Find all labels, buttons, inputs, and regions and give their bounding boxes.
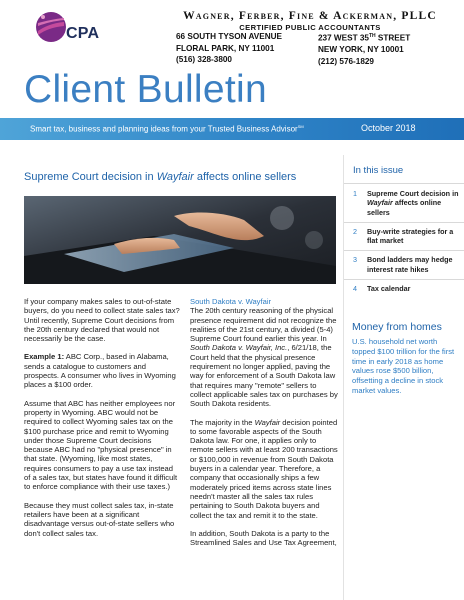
service-mark: SM	[297, 124, 304, 129]
article-paragraph: If your company makes sales to out-of-state buyers, do you need to collect state sales tax? Until recently, Supreme Court decisions from the 20th century declared that would not necessarily be the case.	[24, 297, 180, 344]
firm-name: Wagner, Ferber, Fine & Ackerman, PLLC	[183, 10, 437, 22]
toc-number: 4	[353, 284, 357, 294]
divider	[344, 183, 464, 184]
office-street-number: 237 WEST 35	[318, 33, 369, 43]
office-phone: (212) 576-1829	[318, 56, 374, 66]
article-title-pre: Supreme Court decision in	[24, 171, 157, 183]
article-photo	[24, 196, 336, 284]
paragraph-text: The 20th century reasoning of the physical presence requirement did not recognize the realities of the 21st century, a divided (5-4) Supreme Court found earlier this year. In	[190, 306, 337, 344]
money-from-homes-text: U.S. household net worth topped $100 trillion for the first time in early 2018 as home values rose $500 billion, offsetting a decline in stock market values.	[352, 337, 455, 395]
tagline-banner	[0, 118, 464, 140]
toc-list	[344, 185, 464, 298]
toc-label: Buy-write strategies for a flat market	[367, 226, 454, 246]
office-street: 66 SOUTH TYSON AVENUE	[176, 32, 283, 41]
article-title	[24, 171, 354, 183]
office-phone: (516) 328-3800	[176, 55, 232, 65]
toc-item-4[interactable]	[344, 280, 464, 298]
firm-header	[160, 10, 460, 32]
toc-number: 2	[353, 226, 357, 236]
article-paragraph	[190, 418, 340, 520]
office-city: NEW YORK, NY 10001	[318, 45, 404, 55]
office-city: FLORAL PARK, NY 11001	[176, 43, 275, 53]
example-text: ABC Corp., based in Alabama, sends a catalogue to customers and prospects. A consumer who lives in Wyoming places a $100 order.	[24, 352, 176, 390]
toc-item-2[interactable]	[344, 223, 464, 252]
article-paragraph: Assume that ABC has neither employees nor property in Wyoming. ABC would not be required to collect Wyoming sales tax on the $100 purchase price and remit to Wyoming under those Supreme Court decisions because ABC had no "physical presence" in that state. (Wyoming, like most states, requires consumers to pay a use tax instead of a sales tax, but states have found it difficult to enforce compliance with their use taxes.)	[24, 398, 178, 492]
money-from-homes-heading: Money from homes	[352, 321, 442, 333]
logo-text: CPA	[66, 25, 100, 42]
sidebar	[343, 155, 464, 600]
toc-number: 1	[353, 189, 357, 198]
article-subhead: South Dakota v. Wayfair	[190, 297, 272, 306]
office-address-floral-park	[176, 31, 282, 66]
toc-number: 3	[353, 255, 357, 265]
article-column-2	[190, 297, 340, 556]
case-name: Wayfair	[254, 417, 281, 427]
article-paragraph: Because they must collect sales tax, in-state retailers have been at a significant disadvantage versus out-of-state sellers who don't collect sales tax.	[24, 500, 175, 538]
bulletin-title: Client Bulletin	[24, 68, 267, 111]
article-paragraph: In addition, South Dakota is a party to the Streamlined Sales and Use Tax Agreement,	[190, 528, 337, 548]
toc-item-3[interactable]	[344, 251, 464, 280]
tagline-text: Smart tax, business and planning ideas from your Trusted Business Advisor	[30, 124, 298, 134]
issue-date: October 2018	[361, 123, 416, 133]
toc-label: affects online sellers	[367, 198, 442, 217]
paragraph-text: decision pointed to some favorable aspects of the South Dakota law. For one, it applies only to remote sellers with at least 200 transactions or $100,000 in revenue from South Dakota buyers in a calendar year. Therefore, a company that occasionally ships a few moderately priced items across state lines needn't master all the sales tax rules pertaining to South Dakota buyers and collect the tax and remit it to the state.	[190, 417, 338, 520]
office-street-suffix: TH	[368, 33, 376, 39]
article-paragraph	[24, 352, 180, 389]
article-title-post: affects online sellers	[193, 171, 297, 183]
office-street	[318, 31, 410, 44]
case-name: South Dakota v. Wayfair, Inc.	[190, 343, 288, 353]
toc-label: Tax calendar	[367, 284, 411, 294]
office-address-new-york	[318, 31, 410, 68]
firm-subtitle: CERTIFIED PUBLIC ACCOUNTANTS	[239, 23, 381, 32]
toc-label: Bond ladders may hedge interest rate hikes	[367, 255, 453, 274]
office-street-name: STREET	[375, 33, 411, 43]
banner-tagline	[30, 124, 304, 134]
article-paragraph	[190, 306, 340, 408]
article-title-em: Wayfair	[156, 171, 194, 183]
paragraph-text: , 6/21/18, the Court held that the physical presence requirement no longer applied, paving the way for enforcement of a South Dakota law that requires many "remote" sellers to collect applicable sales tax on purchases by South Dakota residents.	[190, 343, 338, 409]
toc-item-1[interactable]	[344, 185, 464, 223]
article-column-1	[24, 297, 180, 547]
toc-label-em: Wayfair	[367, 198, 393, 208]
paragraph-text: The majority in the	[190, 417, 255, 427]
cpa-logo-icon	[34, 10, 68, 44]
toc-label: Supreme Court decision in	[367, 189, 459, 198]
in-this-issue-heading: In this issue	[353, 165, 404, 176]
example-label: Example 1:	[24, 352, 65, 362]
